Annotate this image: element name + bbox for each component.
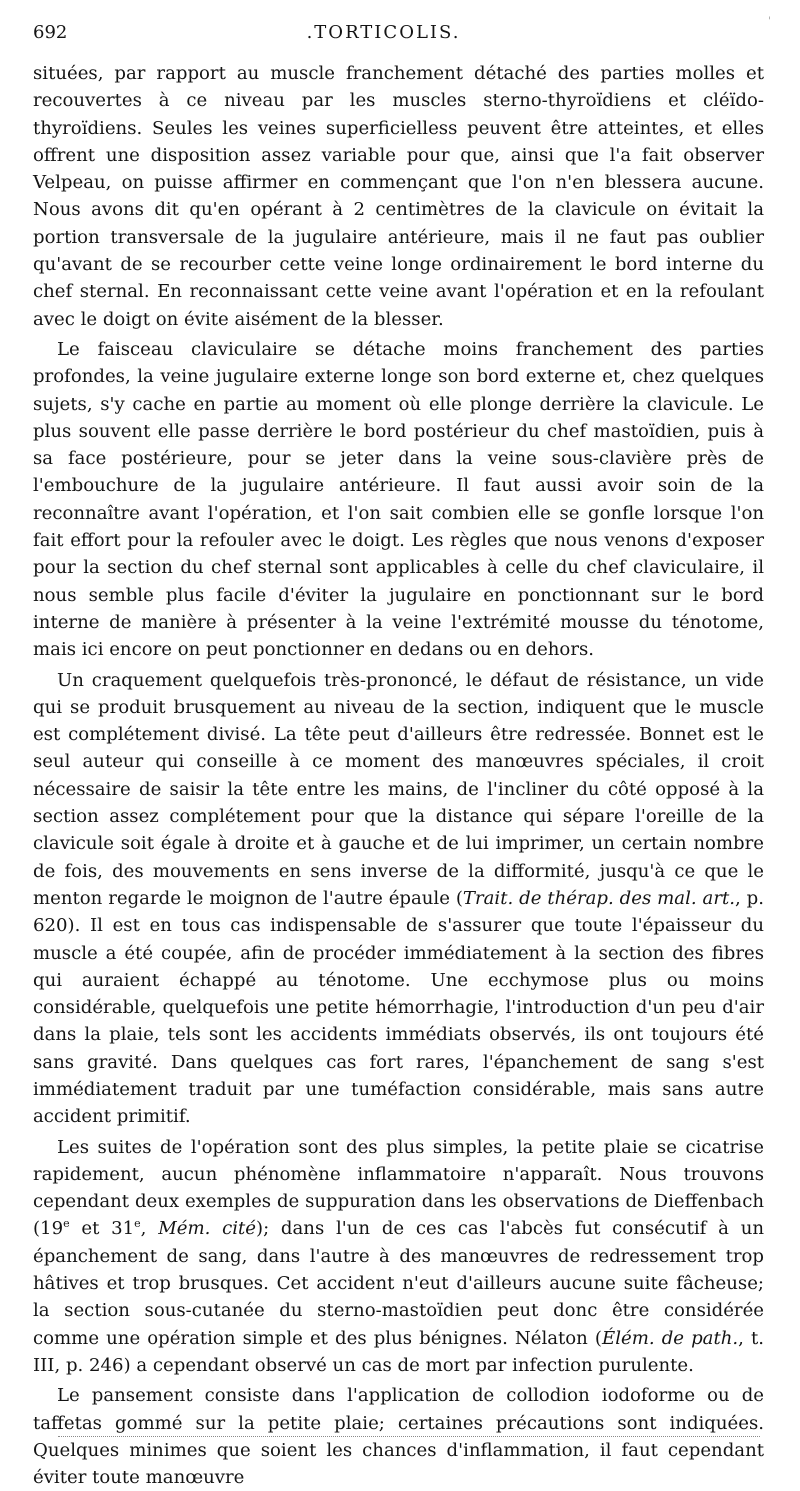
text-run: Le pansement consiste dans l'application de collodion iodoforme ou de taffetas gommé sur la petite plaie; certaines précautions sont indiquées. Quelques minimes que soient les chances d'inflammation, il faut cependant éviter toute manœuvre <box>33 1385 764 1489</box>
paragraph <box>33 667 764 1131</box>
paragraph <box>33 60 764 333</box>
citation-title: Mém. cité <box>158 1218 257 1240</box>
footer-rule <box>58 1436 760 1437</box>
paragraph <box>33 336 764 664</box>
running-title: .TORTICOLIS. <box>306 22 461 43</box>
text-run: situées, par rapport au muscle franchement détaché des parties molles et recouvertes à ce niveau par les muscles sterno-thyroïdiens et cléïdo-thyroïdiens. Seules les veines superficielless peuvent être atteintes, et elles offrent une disposition assez variable pour que, ainsi que l'a fait observer Velpeau, on puisse affirmer en commençant que l'on n'en blessera aucune. Nous avons dit qu'en opérant à 2 centimètres de la clavicule on évitait la portion transversale de la jugulaire antérieure, mais il ne faut pas oublier qu'avant de se recourber cette veine longe ordinairement le bord interne du chef sternal. En reconnaissant cette veine avant l'opération et en la refoulant avec le doigt on évite aisément de la blesser. <box>33 63 764 330</box>
citation-title: Élém. de path. <box>602 1327 739 1349</box>
text-run: , p. 620). Il est en tous cas indispensable de s'assurer que toute l'épaisseur du muscle a été coupée, afin de procéder immédiatement à la section des fibres qui auraient échappé au ténotome. Une ecchymose plus ou moins considérable, quelquefois une petite hémorrhagie, l'introduction d'un peu d'air dans la plaie, tels sont les accidents immédiats observés, ils ont toujours été sans gravité. Dans quelques cas fort rares, l'épanchement de sang s'est immédiatement traduit par une tuméfaction considérable, mais sans autre accident primitif. <box>33 887 764 1128</box>
paragraph <box>33 1134 764 1380</box>
margin-mark: ' <box>768 16 771 27</box>
text-run: , <box>140 1218 159 1240</box>
text-run: Un craquement quelquefois très-prononcé, le défaut de résistance, un vide qui se produit brusquement au niveau de la section, indiquent que le muscle est complétement divisé. La tête peut d'ailleurs être redressée. Bonnet est le seul auteur qui conseille à ce moment des manœuvres spéciales, il croit nécessaire de saisir la tête entre les mains, de l'incliner du côté opposé à la section assez complétement pour que la distance qui sépare l'oreille de la clavicule soit égale à droite et à gauche et de lui imprimer, un certain nombre de fois, des mouvements en sens inverse de la difformité, jusqu'à ce que le menton regarde le moignon de l'autre épaule ( <box>33 669 764 909</box>
text-run: ); dans l'un de ces cas l'abcès fut consécutif à un épanchement de sang, dans l'autre à des manœuvres de redressement trop hâtives et trop brusques. Cet accident n'eut d'ailleurs aucune suite fâcheuse; la section sous-cutanée du sterno-mastoïdien peut donc être considérée comme une opération simple et des plus bénignes. Nélaton ( <box>33 1218 765 1349</box>
page-header <box>33 22 764 52</box>
text-run: et 31 <box>69 1218 135 1240</box>
text-run: , t. III, p. 246) a cependant observé un cas de mort par infection purulente. <box>33 1327 765 1376</box>
superscript: e <box>134 1217 141 1231</box>
citation-title: Trait. de thérap. des mal. art. <box>462 887 735 909</box>
text-run: Le faisceau claviculaire se détache moins franchement des parties profondes, la veine jugulaire externe longe son bord externe et, chez quelques sujets, s'y cache en partie au moment où elle plonge derrière la clavicule. Le plus souvent elle passe derrière le bord postérieur du chef mastoïdien, puis à sa face postérieure, pour se jeter dans la veine sous-clavière près de l'embouchure de la jugulaire antérieure. Il faut aussi avoir soin de la reconnaître avant l'opération, et l'on sait combien elle se gonfle lorsque l'on fait effort pour la refouler avec le doigt. Les règles que nous venons d'exposer pour la section du chef sternal sont applicables à celle du chef claviculaire, il nous semble plus facile d'éviter la jugulaire en ponctionnant sur le bord interne de manière à présenter à la veine l'extrémité mousse du ténotome, mais ici encore on peut ponctionner en dedans ou en dehors. <box>33 338 764 661</box>
body-text <box>33 60 764 1491</box>
page-number: 692 <box>33 22 68 43</box>
superscript: e <box>63 1217 70 1231</box>
text-run: Les suites de l'opération sont des plus simples, la petite plaie se cicatrise rapidement, aucun phénomène inflammatoire n'apparaît. Nous trouvons cependant deux exemples de suppuration dans les observations de Dieffenbach (19 <box>33 1136 764 1240</box>
